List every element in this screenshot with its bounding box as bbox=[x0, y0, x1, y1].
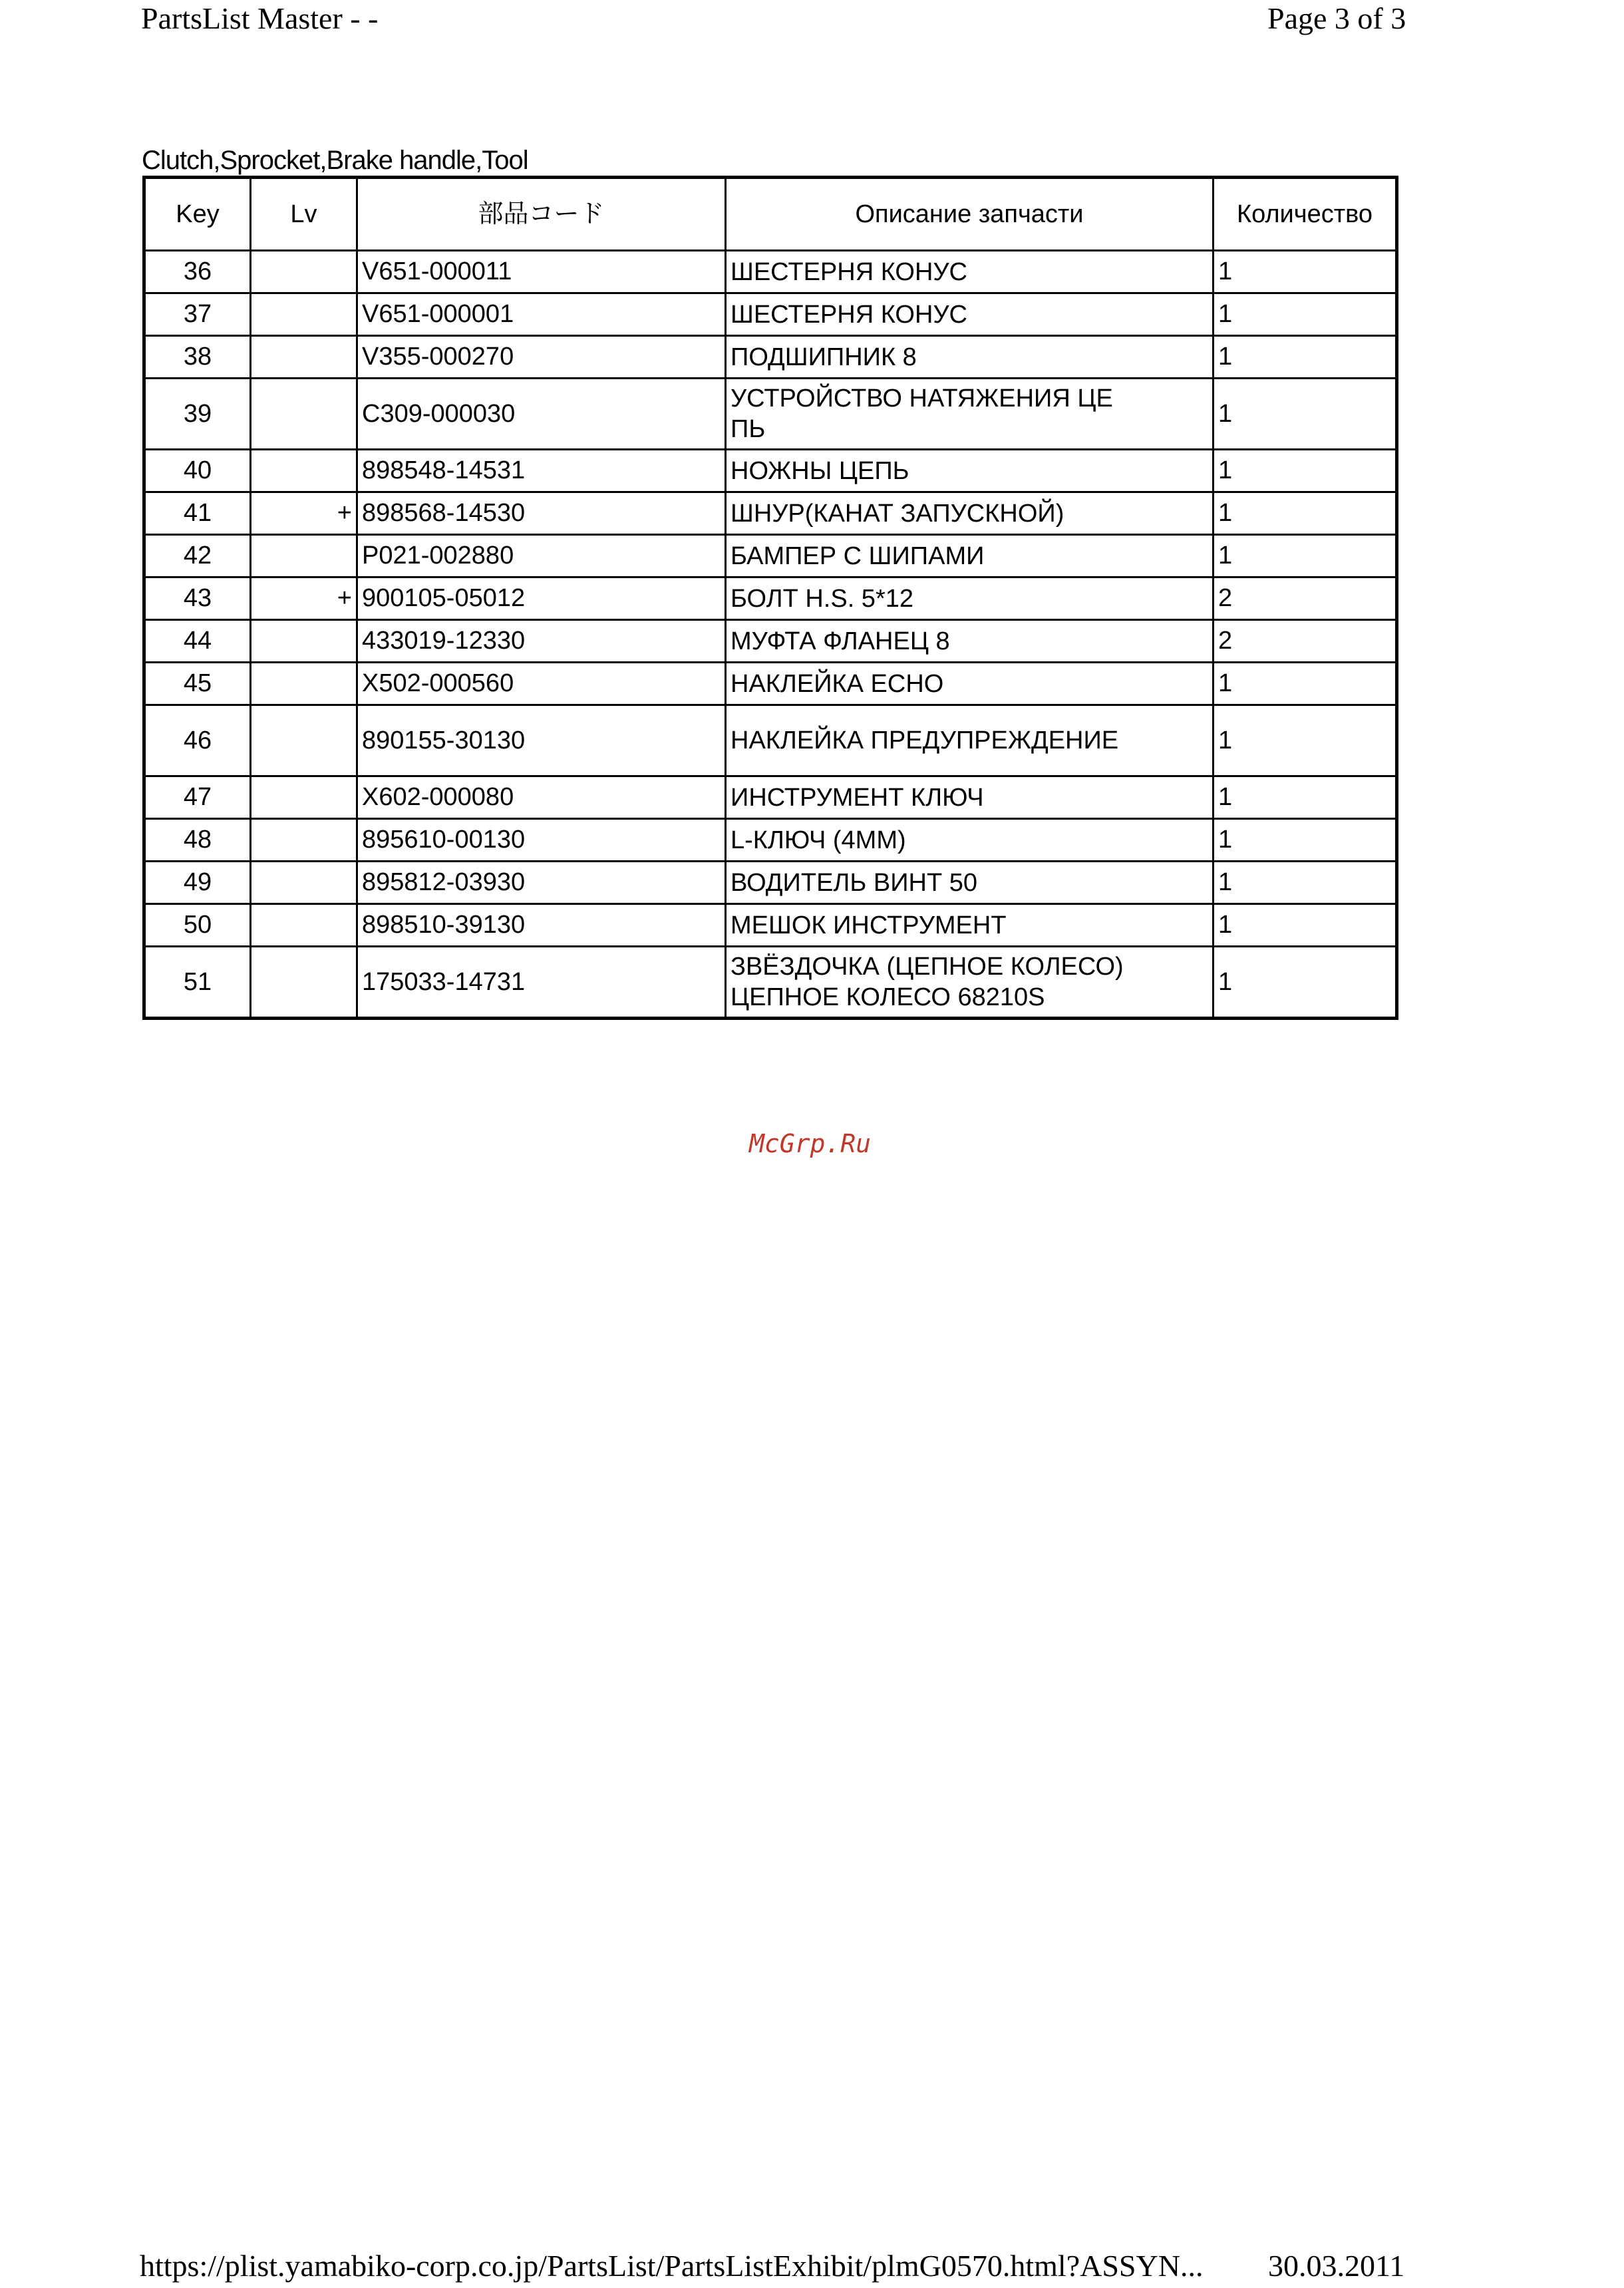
cell-quantity: 2 bbox=[1214, 577, 1397, 620]
column-header-quantity bbox=[1214, 178, 1397, 251]
cell-key: 43 bbox=[144, 577, 251, 620]
cell-lv bbox=[251, 776, 357, 819]
cell-description: ШЕСТЕРНЯ КОНУС bbox=[726, 293, 1214, 336]
cell-part-code: 898568-14530 bbox=[357, 492, 726, 535]
cell-part-code: X502-000560 bbox=[357, 663, 726, 705]
cell-quantity: 2 bbox=[1214, 620, 1397, 663]
cell-part-code: V651-000011 bbox=[357, 251, 726, 293]
cell-key: 42 bbox=[144, 535, 251, 577]
table-row bbox=[144, 492, 1397, 535]
cell-quantity: 1 bbox=[1214, 379, 1397, 450]
cell-quantity: 1 bbox=[1214, 663, 1397, 705]
cell-description: МУФТА ФЛАНЕЦ 8 bbox=[726, 620, 1214, 663]
cell-lv bbox=[251, 947, 357, 1019]
parts-table bbox=[142, 176, 1398, 1020]
footer-date: 30.03.2011 bbox=[1268, 2249, 1405, 2283]
cell-description: ПОДШИПНИК 8 bbox=[726, 336, 1214, 379]
cell-lv bbox=[251, 450, 357, 492]
cell-lv: + bbox=[251, 577, 357, 620]
page-header-title: PartsList Master - - bbox=[141, 1, 379, 35]
cell-lv bbox=[251, 819, 357, 862]
cell-quantity: 1 bbox=[1214, 535, 1397, 577]
cell-part-code: 895610-00130 bbox=[357, 819, 726, 862]
cell-description: ВОДИТЕЛЬ ВИНТ 50 bbox=[726, 862, 1214, 904]
quantity-header-label: Количество bbox=[1236, 200, 1373, 228]
cell-key: 44 bbox=[144, 620, 251, 663]
table-row bbox=[144, 535, 1397, 577]
table-header-row bbox=[144, 178, 1397, 251]
cell-lv bbox=[251, 535, 357, 577]
cell-lv bbox=[251, 663, 357, 705]
cell-quantity: 1 bbox=[1214, 450, 1397, 492]
table-row bbox=[144, 862, 1397, 904]
table-row bbox=[144, 904, 1397, 947]
cell-quantity: 1 bbox=[1214, 904, 1397, 947]
cell-lv bbox=[251, 293, 357, 336]
cell-description: ИНСТРУМЕНТ КЛЮЧ bbox=[726, 776, 1214, 819]
cell-part-code: V355-000270 bbox=[357, 336, 726, 379]
cell-lv bbox=[251, 862, 357, 904]
cell-description: НОЖНЫ ЦЕПЬ bbox=[726, 450, 1214, 492]
cell-part-code: 898510-39130 bbox=[357, 904, 726, 947]
cell-quantity: 1 bbox=[1214, 251, 1397, 293]
column-header-part-code: 部品コード bbox=[357, 178, 726, 251]
cell-key: 45 bbox=[144, 663, 251, 705]
cell-key: 36 bbox=[144, 251, 251, 293]
column-header-key: Key bbox=[144, 178, 251, 251]
column-header-description: Описание запчасти bbox=[726, 178, 1214, 251]
table-row bbox=[144, 819, 1397, 862]
cell-lv bbox=[251, 336, 357, 379]
cell-part-code: 175033-14731 bbox=[357, 947, 726, 1019]
cell-part-code: X602-000080 bbox=[357, 776, 726, 819]
cell-part-code: 895812-03930 bbox=[357, 862, 726, 904]
table-row bbox=[144, 947, 1397, 1019]
cell-description: ШНУР(КАНАТ ЗАПУСКНОЙ) bbox=[726, 492, 1214, 535]
cell-lv bbox=[251, 379, 357, 450]
cell-description: ЗВЁЗДОЧКА (ЦЕПНОЕ КОЛЕСО) ЦЕПНОЕ КОЛЕСО 68210S bbox=[726, 947, 1214, 1019]
cell-description: МЕШОК ИНСТРУМЕНТ bbox=[726, 904, 1214, 947]
table-row bbox=[144, 251, 1397, 293]
cell-quantity: 1 bbox=[1214, 336, 1397, 379]
cell-quantity: 1 bbox=[1214, 862, 1397, 904]
cell-description: БОЛТ H.S. 5*12 bbox=[726, 577, 1214, 620]
cell-key: 51 bbox=[144, 947, 251, 1019]
cell-key: 41 bbox=[144, 492, 251, 535]
table-row bbox=[144, 450, 1397, 492]
cell-part-code: 898548-14531 bbox=[357, 450, 726, 492]
section-title: Clutch,Sprocket,Brake handle,Tool bbox=[142, 146, 528, 175]
cell-key: 48 bbox=[144, 819, 251, 862]
cell-description: L-КЛЮЧ (4MM) bbox=[726, 819, 1214, 862]
cell-description: НАКЛЕЙКА ECHO bbox=[726, 663, 1214, 705]
table-row bbox=[144, 293, 1397, 336]
table-row bbox=[144, 577, 1397, 620]
cell-key: 47 bbox=[144, 776, 251, 819]
cell-key: 50 bbox=[144, 904, 251, 947]
cell-lv bbox=[251, 620, 357, 663]
cell-key: 38 bbox=[144, 336, 251, 379]
cell-part-code: V651-000001 bbox=[357, 293, 726, 336]
cell-lv bbox=[251, 705, 357, 776]
cell-quantity: 1 bbox=[1214, 492, 1397, 535]
cell-description: НАКЛЕЙКА ПРЕДУПРЕЖДЕНИЕ bbox=[726, 705, 1214, 776]
cell-quantity: 1 bbox=[1214, 705, 1397, 776]
page-number: Page 3 of 3 bbox=[1267, 1, 1406, 35]
cell-part-code: 433019-12330 bbox=[357, 620, 726, 663]
cell-quantity: 1 bbox=[1214, 947, 1397, 1019]
cell-description: БАМПЕР С ШИПАМИ bbox=[726, 535, 1214, 577]
table-row bbox=[144, 379, 1397, 450]
table-row bbox=[144, 336, 1397, 379]
column-header-lv: Lv bbox=[251, 178, 357, 251]
cell-description: УСТРОЙСТВО НАТЯЖЕНИЯ ЦЕПЬ bbox=[726, 379, 1214, 450]
watermark: McGrp.Ru bbox=[749, 1129, 872, 1158]
cell-key: 39 bbox=[144, 379, 251, 450]
footer-url: https://plist.yamabiko-corp.co.jp/PartsList/PartsListExhibit/plmG0570.html?ASSYN... bbox=[140, 2249, 1204, 2283]
cell-key: 46 bbox=[144, 705, 251, 776]
table-row bbox=[144, 663, 1397, 705]
cell-lv bbox=[251, 251, 357, 293]
cell-description: ШЕСТЕРНЯ КОНУС bbox=[726, 251, 1214, 293]
cell-lv bbox=[251, 904, 357, 947]
cell-quantity: 1 bbox=[1214, 819, 1397, 862]
cell-key: 49 bbox=[144, 862, 251, 904]
cell-quantity: 1 bbox=[1214, 776, 1397, 819]
cell-key: 40 bbox=[144, 450, 251, 492]
cell-lv: + bbox=[251, 492, 357, 535]
table-row bbox=[144, 776, 1397, 819]
cell-part-code: P021-002880 bbox=[357, 535, 726, 577]
cell-part-code: 900105-05012 bbox=[357, 577, 726, 620]
table-row bbox=[144, 620, 1397, 663]
cell-part-code: C309-000030 bbox=[357, 379, 726, 450]
parts-table-body bbox=[144, 251, 1397, 1019]
table-row bbox=[144, 705, 1397, 776]
cell-part-code: 890155-30130 bbox=[357, 705, 726, 776]
cell-quantity: 1 bbox=[1214, 293, 1397, 336]
cell-key: 37 bbox=[144, 293, 251, 336]
